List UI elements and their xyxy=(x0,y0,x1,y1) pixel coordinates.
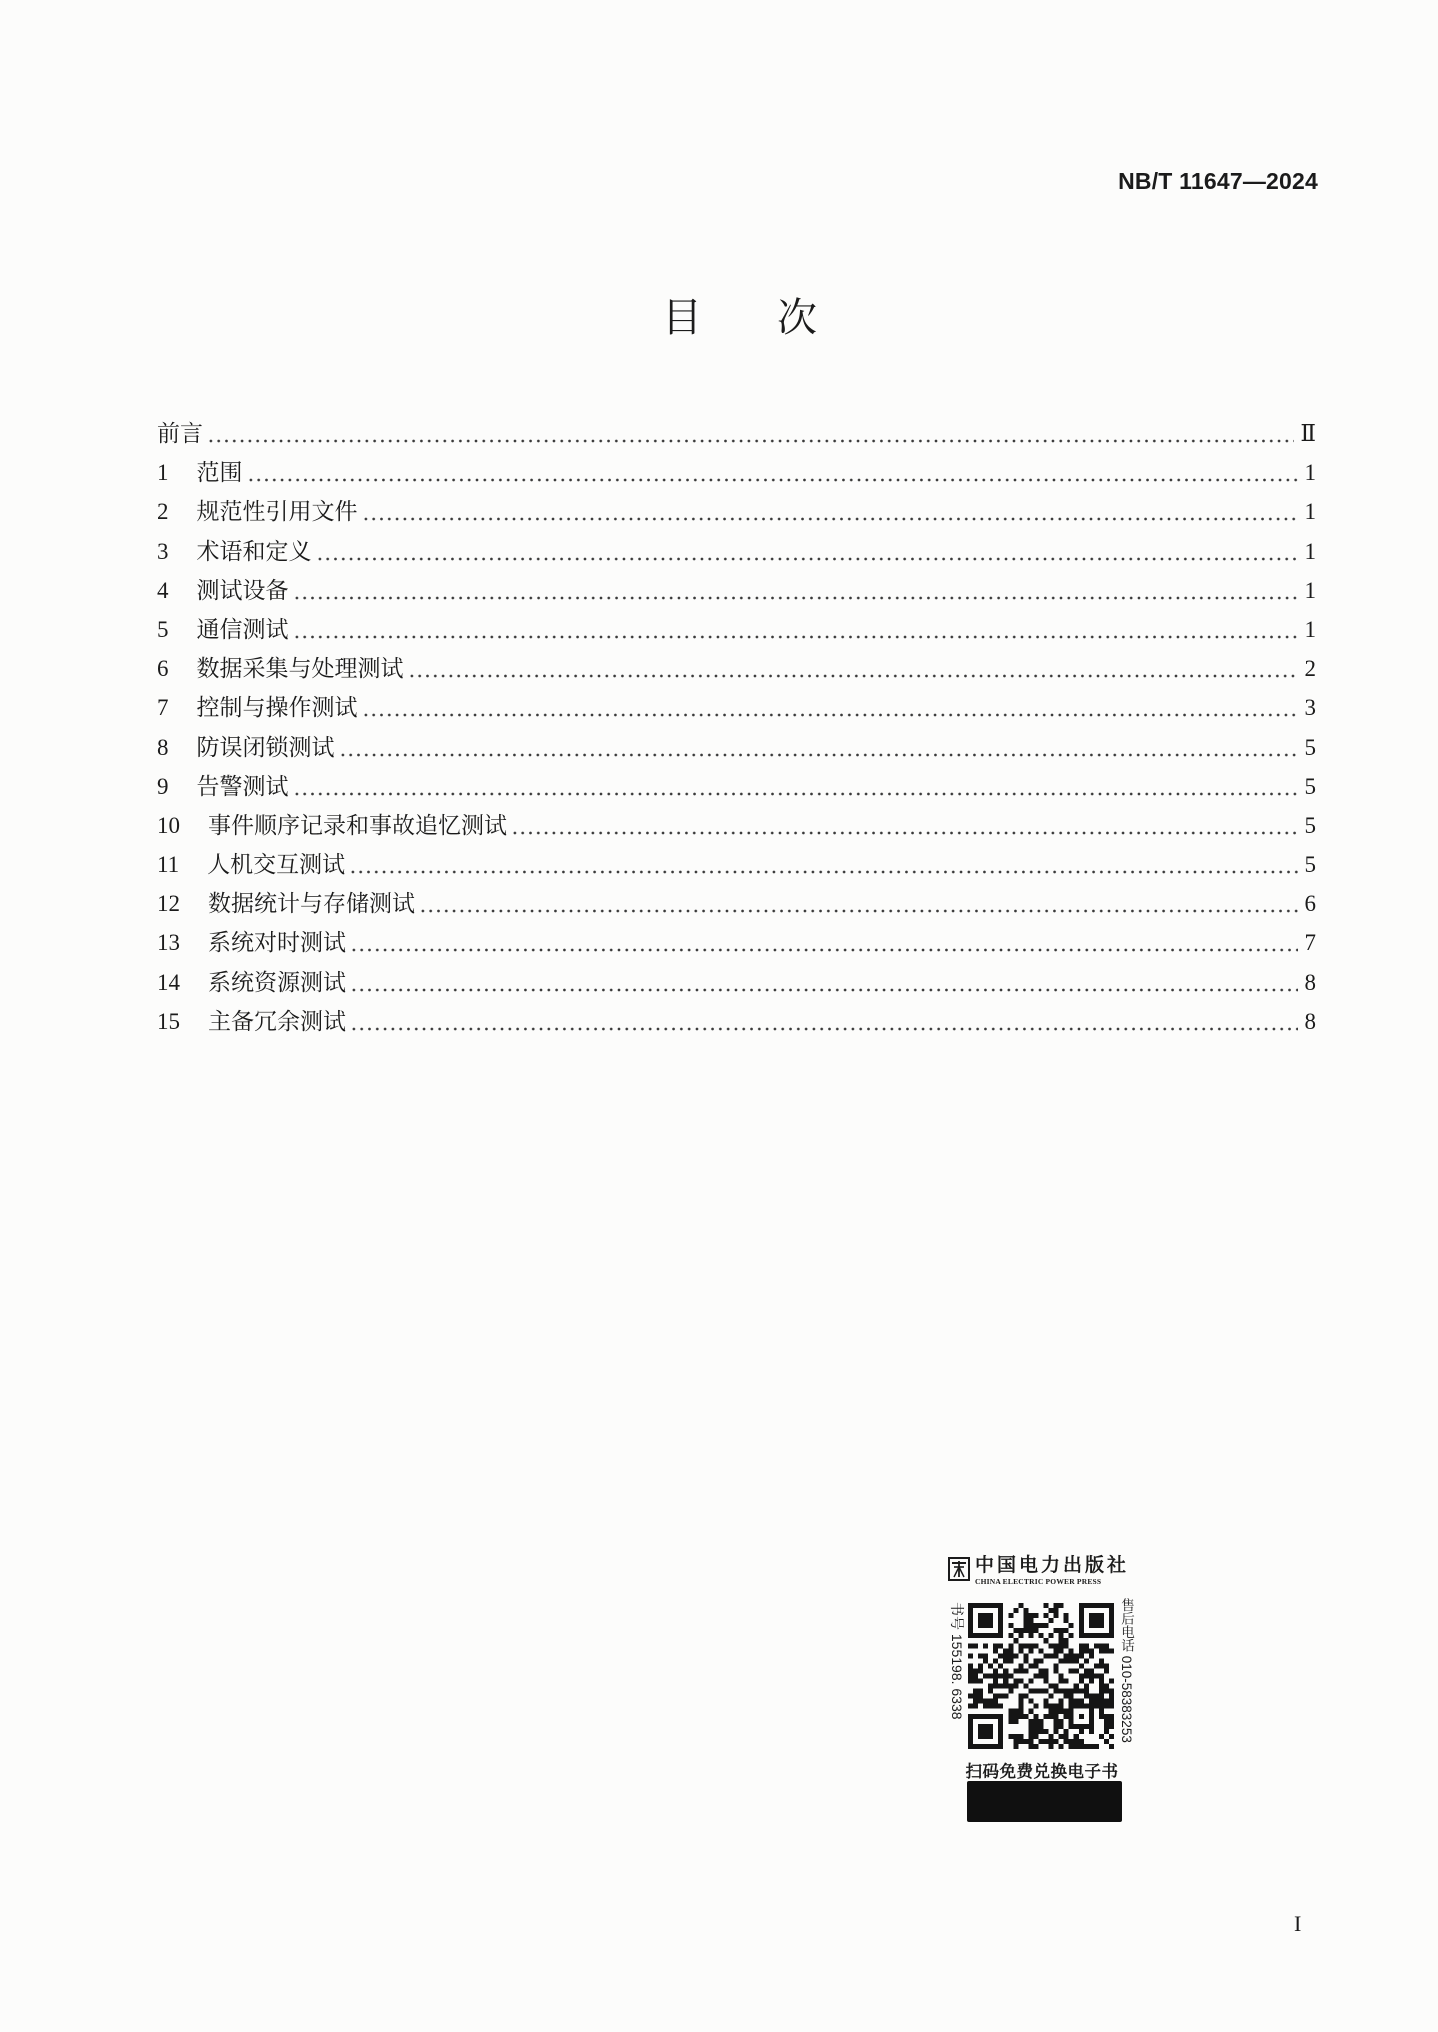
toc-leader xyxy=(408,649,1299,688)
toc-entry xyxy=(157,845,1316,884)
title-char-2: 次 xyxy=(777,295,817,341)
toc-title: 范围 xyxy=(196,460,243,486)
toc-entry xyxy=(157,649,1316,688)
toc-leader xyxy=(511,806,1298,845)
after-sales-hotline: 售后电话 010-58383253 xyxy=(1119,1598,1134,1743)
publisher-logo-icon xyxy=(948,1557,970,1581)
toc-page: 5 xyxy=(1304,734,1316,760)
toc-page: 8 xyxy=(1304,969,1316,995)
toc-leader xyxy=(349,845,1298,884)
toc-title: 防误闭锁测试 xyxy=(196,734,335,760)
toc-title: 系统对时测试 xyxy=(208,930,346,956)
toc-entry xyxy=(157,767,1316,806)
toc-page: 1 xyxy=(1304,616,1316,642)
toc-title: 系统资源测试 xyxy=(208,969,346,995)
toc-leader xyxy=(362,492,1299,531)
publisher-name-en: CHINA ELECTRIC POWER PRESS xyxy=(975,1577,1102,1586)
toc-page: 3 xyxy=(1304,695,1316,721)
toc-number: 12 xyxy=(157,891,180,917)
toc-title: 主备冗余测试 xyxy=(208,1008,346,1034)
toc-number: 14 xyxy=(157,969,180,995)
toc-page: 5 xyxy=(1304,852,1316,878)
toc-page: Ⅱ xyxy=(1300,421,1316,446)
qr-caption: 扫码免费兑换电子书 xyxy=(965,1762,1119,1781)
toc-page: 1 xyxy=(1304,538,1316,564)
toc-number: 5 xyxy=(157,616,169,642)
toc-entry xyxy=(157,571,1316,610)
toc-page: 5 xyxy=(1304,812,1316,838)
standard-number: NB/T 11647—2024 xyxy=(1118,168,1318,194)
toc-entry xyxy=(157,806,1316,845)
toc-number: 2 xyxy=(157,499,169,525)
table-of-contents xyxy=(157,414,1316,1041)
toc-leader xyxy=(293,610,1299,649)
toc-leader xyxy=(362,688,1299,727)
toc-entry xyxy=(157,884,1316,923)
toc-title: 数据统计与存储测试 xyxy=(208,891,415,917)
toc-number: 15 xyxy=(157,1008,180,1034)
toc-page: 1 xyxy=(1304,577,1316,603)
toc-page: 1 xyxy=(1304,499,1316,525)
toc-entry xyxy=(157,1002,1316,1041)
toc-leader xyxy=(419,884,1298,923)
toc-title: 事件顺序记录和事故追忆测试 xyxy=(208,812,507,838)
toc-title: 测试设备 xyxy=(196,577,289,603)
toc-leader xyxy=(207,414,1294,453)
toc-page: 2 xyxy=(1304,656,1316,682)
publisher-name-cn: 中国电力出版社 xyxy=(975,1554,1130,1576)
toc-title: 通信测试 xyxy=(196,616,289,642)
toc-number: 7 xyxy=(157,695,169,721)
toc-number: 13 xyxy=(157,930,180,956)
toc-leader xyxy=(293,571,1299,610)
title-char-1: 目 xyxy=(662,295,702,341)
toc-entry xyxy=(157,414,1316,453)
toc-number: 1 xyxy=(157,460,169,486)
toc-leader xyxy=(350,1002,1298,1041)
toc-page: 7 xyxy=(1304,930,1316,956)
toc-number: 4 xyxy=(157,577,169,603)
toc-title: 术语和定义 xyxy=(196,538,312,564)
toc-title: 前言 xyxy=(157,421,203,446)
toc-entry xyxy=(157,492,1316,531)
toc-title: 规范性引用文件 xyxy=(196,499,358,525)
toc-entry xyxy=(157,688,1316,727)
toc-page: 6 xyxy=(1304,891,1316,917)
toc-title: 数据采集与处理测试 xyxy=(196,656,404,682)
qr-code[interactable] xyxy=(968,1603,1114,1749)
toc-number: 8 xyxy=(157,734,169,760)
toc-entry xyxy=(157,963,1316,1002)
toc-number: 10 xyxy=(157,812,180,838)
toc-title: 人机交互测试 xyxy=(207,852,346,878)
toc-leader xyxy=(350,923,1298,962)
toc-leader xyxy=(316,532,1299,571)
toc-leader xyxy=(350,963,1298,1002)
toc-leader xyxy=(339,728,1299,767)
toc-entry xyxy=(157,923,1316,962)
toc-number: 3 xyxy=(157,538,169,564)
toc-leader xyxy=(247,453,1299,492)
toc-entry xyxy=(157,453,1316,492)
ebook-qr-panel xyxy=(946,1552,1136,1824)
toc-page: 5 xyxy=(1304,773,1316,799)
toc-page: 1 xyxy=(1304,460,1316,486)
toc-leader xyxy=(293,767,1299,806)
qr-modules xyxy=(968,1603,1114,1749)
book-number: 书号 155198. 6338 xyxy=(949,1602,965,1720)
toc-title: 控制与操作测试 xyxy=(196,695,358,721)
toc-entry xyxy=(157,728,1316,767)
toc-page: 8 xyxy=(1304,1008,1316,1034)
toc-number: 11 xyxy=(157,852,180,878)
toc-number: 6 xyxy=(157,656,169,682)
toc-number: 9 xyxy=(157,773,169,799)
toc-entry xyxy=(157,532,1316,571)
page-number: I xyxy=(1294,1911,1302,1936)
toc-entry xyxy=(157,610,1316,649)
toc-title: 告警测试 xyxy=(196,773,289,799)
redaction-bar xyxy=(967,1781,1122,1822)
